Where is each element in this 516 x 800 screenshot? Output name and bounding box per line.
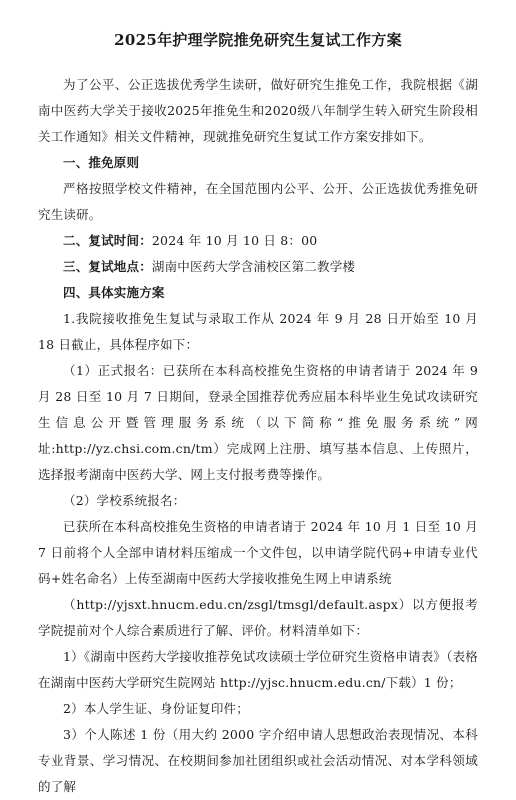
section-heading-principles: 一、推免原则 [63,155,140,170]
section-heading-implementation: 四、具体实施方案 [63,285,165,300]
procedure-paragraph: 1.我院接收推免生复试与录取工作从 2024 年 9 月 28 日开始至 10 月 18 日截止，具体程序如下： [38,311,478,352]
interview-time-line [38,228,478,254]
intro-paragraph: 为了公平、公正选拔优秀学生读研，做好研究生推免工作，我院根据《湖南中医药大学关于接收2025年推免生和2020级八年制学生转入研究生阶段相关工作通知》相关文件精神，现就推免研究生复试工作方案安排如下。 [38,77,478,144]
application-system-url-paragraph: （http://yjsxt.hnucm.edu.cn/zsgl/tmsgl/default.aspx）以方便报考学院提前对个人综合素质进行了解、评价。材料清单如下： [38,597,478,638]
formal-registration-paragraph: （1）正式报名：已获所在本科高校推免生资格的申请者请于 2024 年 9 月 28 日至 10 月 7 日期间，登录全国推荐优秀应届本科毕业生免试攻读研究生信息公开暨管理服务系统（以下简称“推免服务系统”网址:http://yz.chsi.com.cn/tm）完成网上注册、填写基本信息、上传照片，选择报考湖南中医药大学、网上支付报考费等操作。 [38,363,478,482]
school-registration-heading: （2）学校系统报名： [63,493,186,508]
interview-time-value: 2024 年 10 月 10 日 8：00 [151,233,318,248]
material-list-item: 1）《湖南中医药大学接收推荐免试攻读硕士学位研究生资格申请表》（表格在湖南中医药大学研究生院网站 http://yjsc.hnucm.edu.cn/下载）1 份； [38,649,478,690]
interview-time-label: 二、复试时间： [63,233,152,248]
interview-location-value: 湖南中医药大学含浦校区第二教学楼 [151,259,356,274]
material-list-item: 2）本人学生证、身份证复印件； [63,701,249,716]
interview-location-label: 三、复试地点： [63,259,152,274]
principles-paragraph: 严格按照学校文件精神，在全国范围内公平、公开、公正选拔优秀推免研究生读研。 [38,181,478,222]
school-registration-paragraph: 已获所在本科高校推免生资格的申请者请于 2024 年 10 月 1 日至 10 月 7 日前将个人全部申请材料压缩成一个文件包，以申请学院代码+申请专业代码+姓名命名）上传至湖南中医药大学接收推免生网上申请系统 [38,519,478,586]
material-list-item: 3）个人陈述 1 份（用大约 2000 字介绍申请人思想政治表现情况、本科专业背景、学习情况、在校期间参加社团组织或社会活动情况、对本学科领域的了解 [38,727,478,794]
document-title: 2025年护理学院推免研究生复试工作方案 [114,31,402,49]
interview-location-line [38,254,478,280]
